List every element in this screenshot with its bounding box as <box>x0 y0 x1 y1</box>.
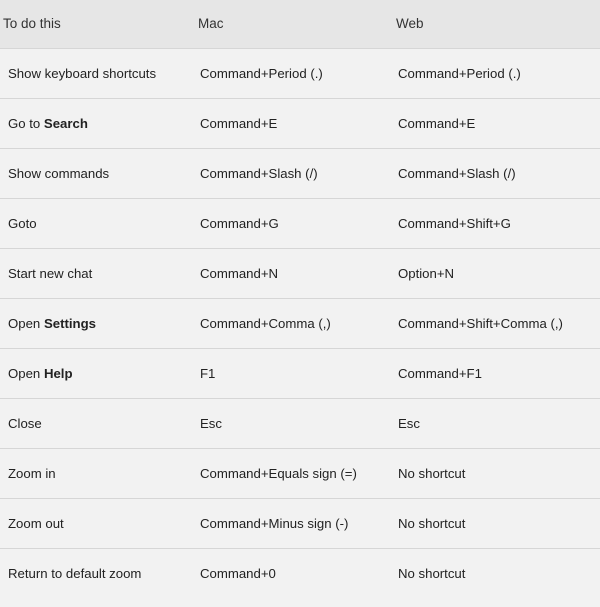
table-row <box>0 548 600 599</box>
header-mac: Mac <box>198 16 224 32</box>
table-header <box>0 0 600 48</box>
table-body <box>0 48 600 599</box>
action-text: Close <box>8 415 42 431</box>
table-row <box>0 148 600 198</box>
table-row <box>0 398 600 448</box>
web-shortcut-cell: Command+Slash (/) <box>398 165 516 181</box>
table-row <box>0 248 600 298</box>
action-cell <box>0 448 198 498</box>
action-cell <box>0 148 198 198</box>
header-row <box>0 0 600 48</box>
table-row <box>0 48 600 98</box>
action-text: Open <box>8 315 44 331</box>
action-cell <box>0 48 198 98</box>
action-cell <box>0 348 198 398</box>
action-cell <box>0 198 198 248</box>
web-shortcut-cell: Esc <box>398 415 420 431</box>
mac-shortcut-cell: Command+Slash (/) <box>200 165 318 181</box>
mac-shortcut-cell: Command+E <box>200 115 278 131</box>
mac-shortcut-cell: Command+Minus sign (-) <box>200 515 349 531</box>
action-bold-text: Search <box>43 115 88 131</box>
action-text: Show commands <box>8 165 110 181</box>
action-cell <box>0 298 198 348</box>
action-cell <box>0 98 198 148</box>
table-row <box>0 298 600 348</box>
web-shortcut-cell: No shortcut <box>398 465 466 481</box>
web-shortcut-cell: Command+Shift+Comma (,) <box>398 315 563 331</box>
table-row <box>0 448 600 498</box>
action-bold-text: Settings <box>43 315 96 331</box>
action-text: Open <box>8 365 44 381</box>
web-shortcut-cell: Command+Period (.) <box>398 65 521 81</box>
header-web: Web <box>396 16 424 32</box>
table-row <box>0 348 600 398</box>
action-bold-text: Help <box>43 365 73 381</box>
action-cell <box>0 548 198 599</box>
mac-shortcut-cell: Command+N <box>200 265 279 281</box>
action-text: Start new chat <box>8 265 93 281</box>
mac-shortcut-cell: Command+Comma (,) <box>200 315 331 331</box>
mac-shortcut-cell: F1 <box>200 365 216 381</box>
mac-shortcut-cell: Command+Period (.) <box>200 65 323 81</box>
web-shortcut-cell: No shortcut <box>398 515 466 531</box>
mac-shortcut-cell: Command+Equals sign (=) <box>200 465 357 481</box>
action-text: Goto <box>8 215 37 231</box>
action-text: Zoom in <box>8 465 56 481</box>
action-cell <box>0 498 198 548</box>
action-cell <box>0 248 198 298</box>
web-shortcut-cell: No shortcut <box>398 566 466 582</box>
web-shortcut-cell: Command+F1 <box>398 365 482 381</box>
mac-shortcut-cell: Esc <box>200 415 222 431</box>
action-text: Return to default zoom <box>8 566 142 582</box>
web-shortcut-cell: Command+E <box>398 115 476 131</box>
action-text: Show keyboard shortcuts <box>8 65 157 81</box>
table-row <box>0 198 600 248</box>
header-to-do-this: To do this <box>3 16 61 32</box>
action-text: Go to <box>8 115 44 131</box>
action-text: Zoom out <box>8 515 64 531</box>
table-row <box>0 498 600 548</box>
mac-shortcut-cell: Command+G <box>200 215 279 231</box>
web-shortcut-cell: Option+N <box>398 265 455 281</box>
table-row <box>0 98 600 148</box>
web-shortcut-cell: Command+Shift+G <box>398 215 511 231</box>
action-cell <box>0 398 198 448</box>
mac-shortcut-cell: Command+0 <box>200 566 276 582</box>
